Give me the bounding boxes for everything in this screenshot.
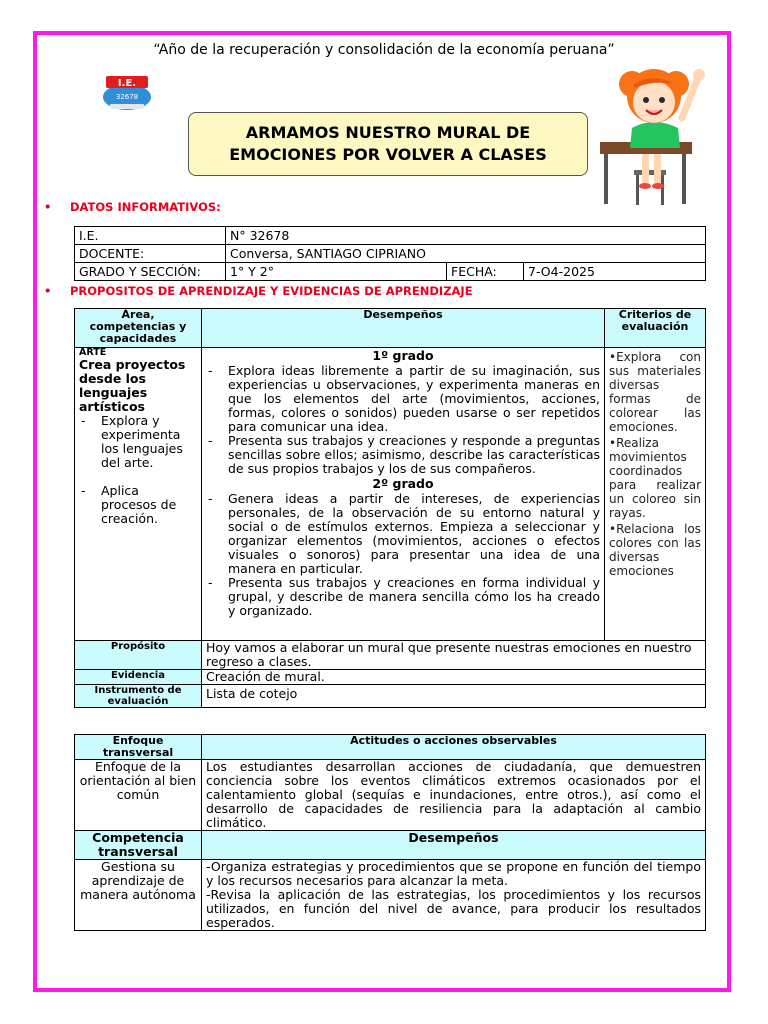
table-header-row: [75, 831, 706, 860]
grado-2-list: [206, 492, 600, 618]
criterio-item: •Realiza movimientos coordinados para realizar un coloreo sin rayas.: [609, 436, 701, 520]
table-row: [75, 263, 706, 281]
fecha-label: FECHA:: [447, 263, 524, 281]
title-banner: [188, 112, 588, 176]
docente-label: DOCENTE:: [75, 245, 226, 263]
col-criterios-header: Criterios de evaluación: [605, 309, 706, 348]
desempeno-item: - Genera ideas a partir de intereses, de experiencias personales, de la observación de su entorno natural y social o de estímulos externos. Empieza a seleccionar y organizar elementos (movimientos, acciones o efectos visuales o sonoros) para presentar una idea de una manera en particular.: [206, 492, 600, 576]
desempenos-cell: [202, 348, 605, 641]
desempeno-item: - Presenta sus trabajos y creaciones y responde a preguntas sencillas sobre ellos; asimismo, describe las características de sus propios trabajos y los de sus compañeros.: [206, 434, 600, 476]
proposito-label: Propósito: [75, 641, 202, 670]
criterios-cell: [605, 348, 706, 641]
col-area-header: Área, competencias y capacidades: [75, 309, 202, 348]
grado-1-title: 1º grado: [372, 348, 434, 363]
col-desempenos-header: Desempeños: [202, 309, 605, 348]
instrumento-value: Lista de cotejo: [202, 685, 706, 708]
info-table: [74, 226, 706, 281]
ie-label: I.E.: [75, 227, 226, 245]
enfoque-value: Enfoque de la orientación al bien común: [75, 760, 202, 831]
instrumento-label: Instrumento de evaluación: [75, 685, 202, 708]
desempenos-value: [202, 860, 706, 931]
competencia-title: Crea proyectos desde los lenguajes artísticos: [79, 357, 186, 414]
fecha-value: 7-O4-2025: [524, 263, 706, 281]
table-row: [75, 670, 706, 685]
capacidad-item: - Explora y experimenta los lenguajes del arte.: [79, 414, 197, 470]
table-header-row: [75, 735, 706, 760]
table-row: [75, 245, 706, 263]
bullet: •: [44, 200, 52, 214]
capacidades-list: [79, 414, 197, 526]
desempeno-item: - Explora ideas libremente a partir de su imaginación, sus experiencias u observaciones, y experimenta maneras en que los elementos del arte (movimientos, acciones, formas, colores o sonidos) pueden usarse o ser repetidos para comunicar una idea.: [206, 364, 600, 434]
section-title: PROPOSITOS DE APRENDIZAJE Y EVIDENCIAS DE APRENDIZAJE: [70, 284, 473, 298]
title-line-2: EMOCIONES POR VOLVER A CLASES: [229, 145, 547, 164]
table-row: [75, 685, 706, 708]
logo-text: I.E.: [117, 78, 137, 89]
table-row: [75, 227, 706, 245]
desempeno-transversal-item: -Organiza estrategias y procedimientos que se propone en función del tiempo y los recursos necesarios para alcanzar la meta.: [206, 859, 701, 888]
grado-2-title: 2º grado: [372, 476, 434, 491]
enfoque-header: Enfoque transversal: [75, 735, 202, 760]
desempenos-header: Desempeños: [202, 831, 706, 860]
student-girl-illustration: [594, 58, 722, 208]
transversal-table: [74, 734, 706, 931]
section-title: DATOS INFORMATIVOS:: [70, 200, 221, 214]
section-propositos: [44, 284, 473, 298]
docente-value: Conversa, SANTIAGO CIPRIANO: [226, 245, 706, 263]
proposito-value: Hoy vamos a elaborar un mural que presente nuestras emociones en nuestro regreso a clases.: [202, 641, 706, 670]
capacidad-item: - Aplica procesos de creación.: [79, 484, 197, 526]
table-row: [75, 348, 706, 641]
actitudes-header: Actitudes o acciones observables: [202, 735, 706, 760]
title-line-1: ARMAMOS NUESTRO MURAL DE: [245, 123, 531, 142]
area-cell: [75, 348, 202, 641]
logo-number: 32678: [115, 93, 139, 101]
desempeno-transversal-item: -Revisa la aplicación de las estrategias, los procedimientos y los recursos utilizados, en función del nivel de avance, para producir los resultados esperados.: [206, 887, 701, 930]
evidencia-label: Evidencia: [75, 670, 202, 685]
ie-value: N° 32678: [226, 227, 706, 245]
year-motto: “Año de la recuperación y consolidación de la economía peruana”: [153, 42, 615, 58]
bullet: •: [44, 284, 52, 298]
evidencia-value: Creación de mural.: [202, 670, 706, 685]
table-row: [75, 860, 706, 931]
desempeno-item: - Presenta sus trabajos y creaciones en forma individual y grupal, y describe de manera sencilla cómo los ha creado y organizado.: [206, 576, 600, 618]
grado-1-list: [206, 364, 600, 476]
grado-label: GRADO Y SECCIÓN:: [75, 263, 226, 281]
competencia-value: Gestiona su aprendizaje de manera autónoma: [75, 860, 202, 931]
section-datos-informativos: [44, 200, 221, 214]
grado-value: 1° Y 2°: [226, 263, 447, 281]
area-name: ARTE: [79, 347, 107, 358]
table-row: [75, 641, 706, 670]
competencia-header: Competencia transversal: [75, 831, 202, 860]
criterio-item: •Relaciona los colores con las diversas emociones: [609, 522, 701, 578]
actitudes-value: Los estudiantes desarrollan acciones de ciudadanía, que demuestren conciencia sobre los eventos climáticos extremos ocasionados por el calentamiento global (sequías e inundaciones, entre otros.), así como el desarrollo de capacidades de resiliencia para la adaptación al cambio climático.: [202, 760, 706, 831]
school-logo: [100, 74, 154, 112]
table-row: [75, 760, 706, 831]
criterio-item: •Explora con sus materiales diversas formas de colorear las emociones.: [609, 350, 701, 434]
table-header-row: [75, 309, 706, 348]
propositos-table: [74, 308, 706, 708]
